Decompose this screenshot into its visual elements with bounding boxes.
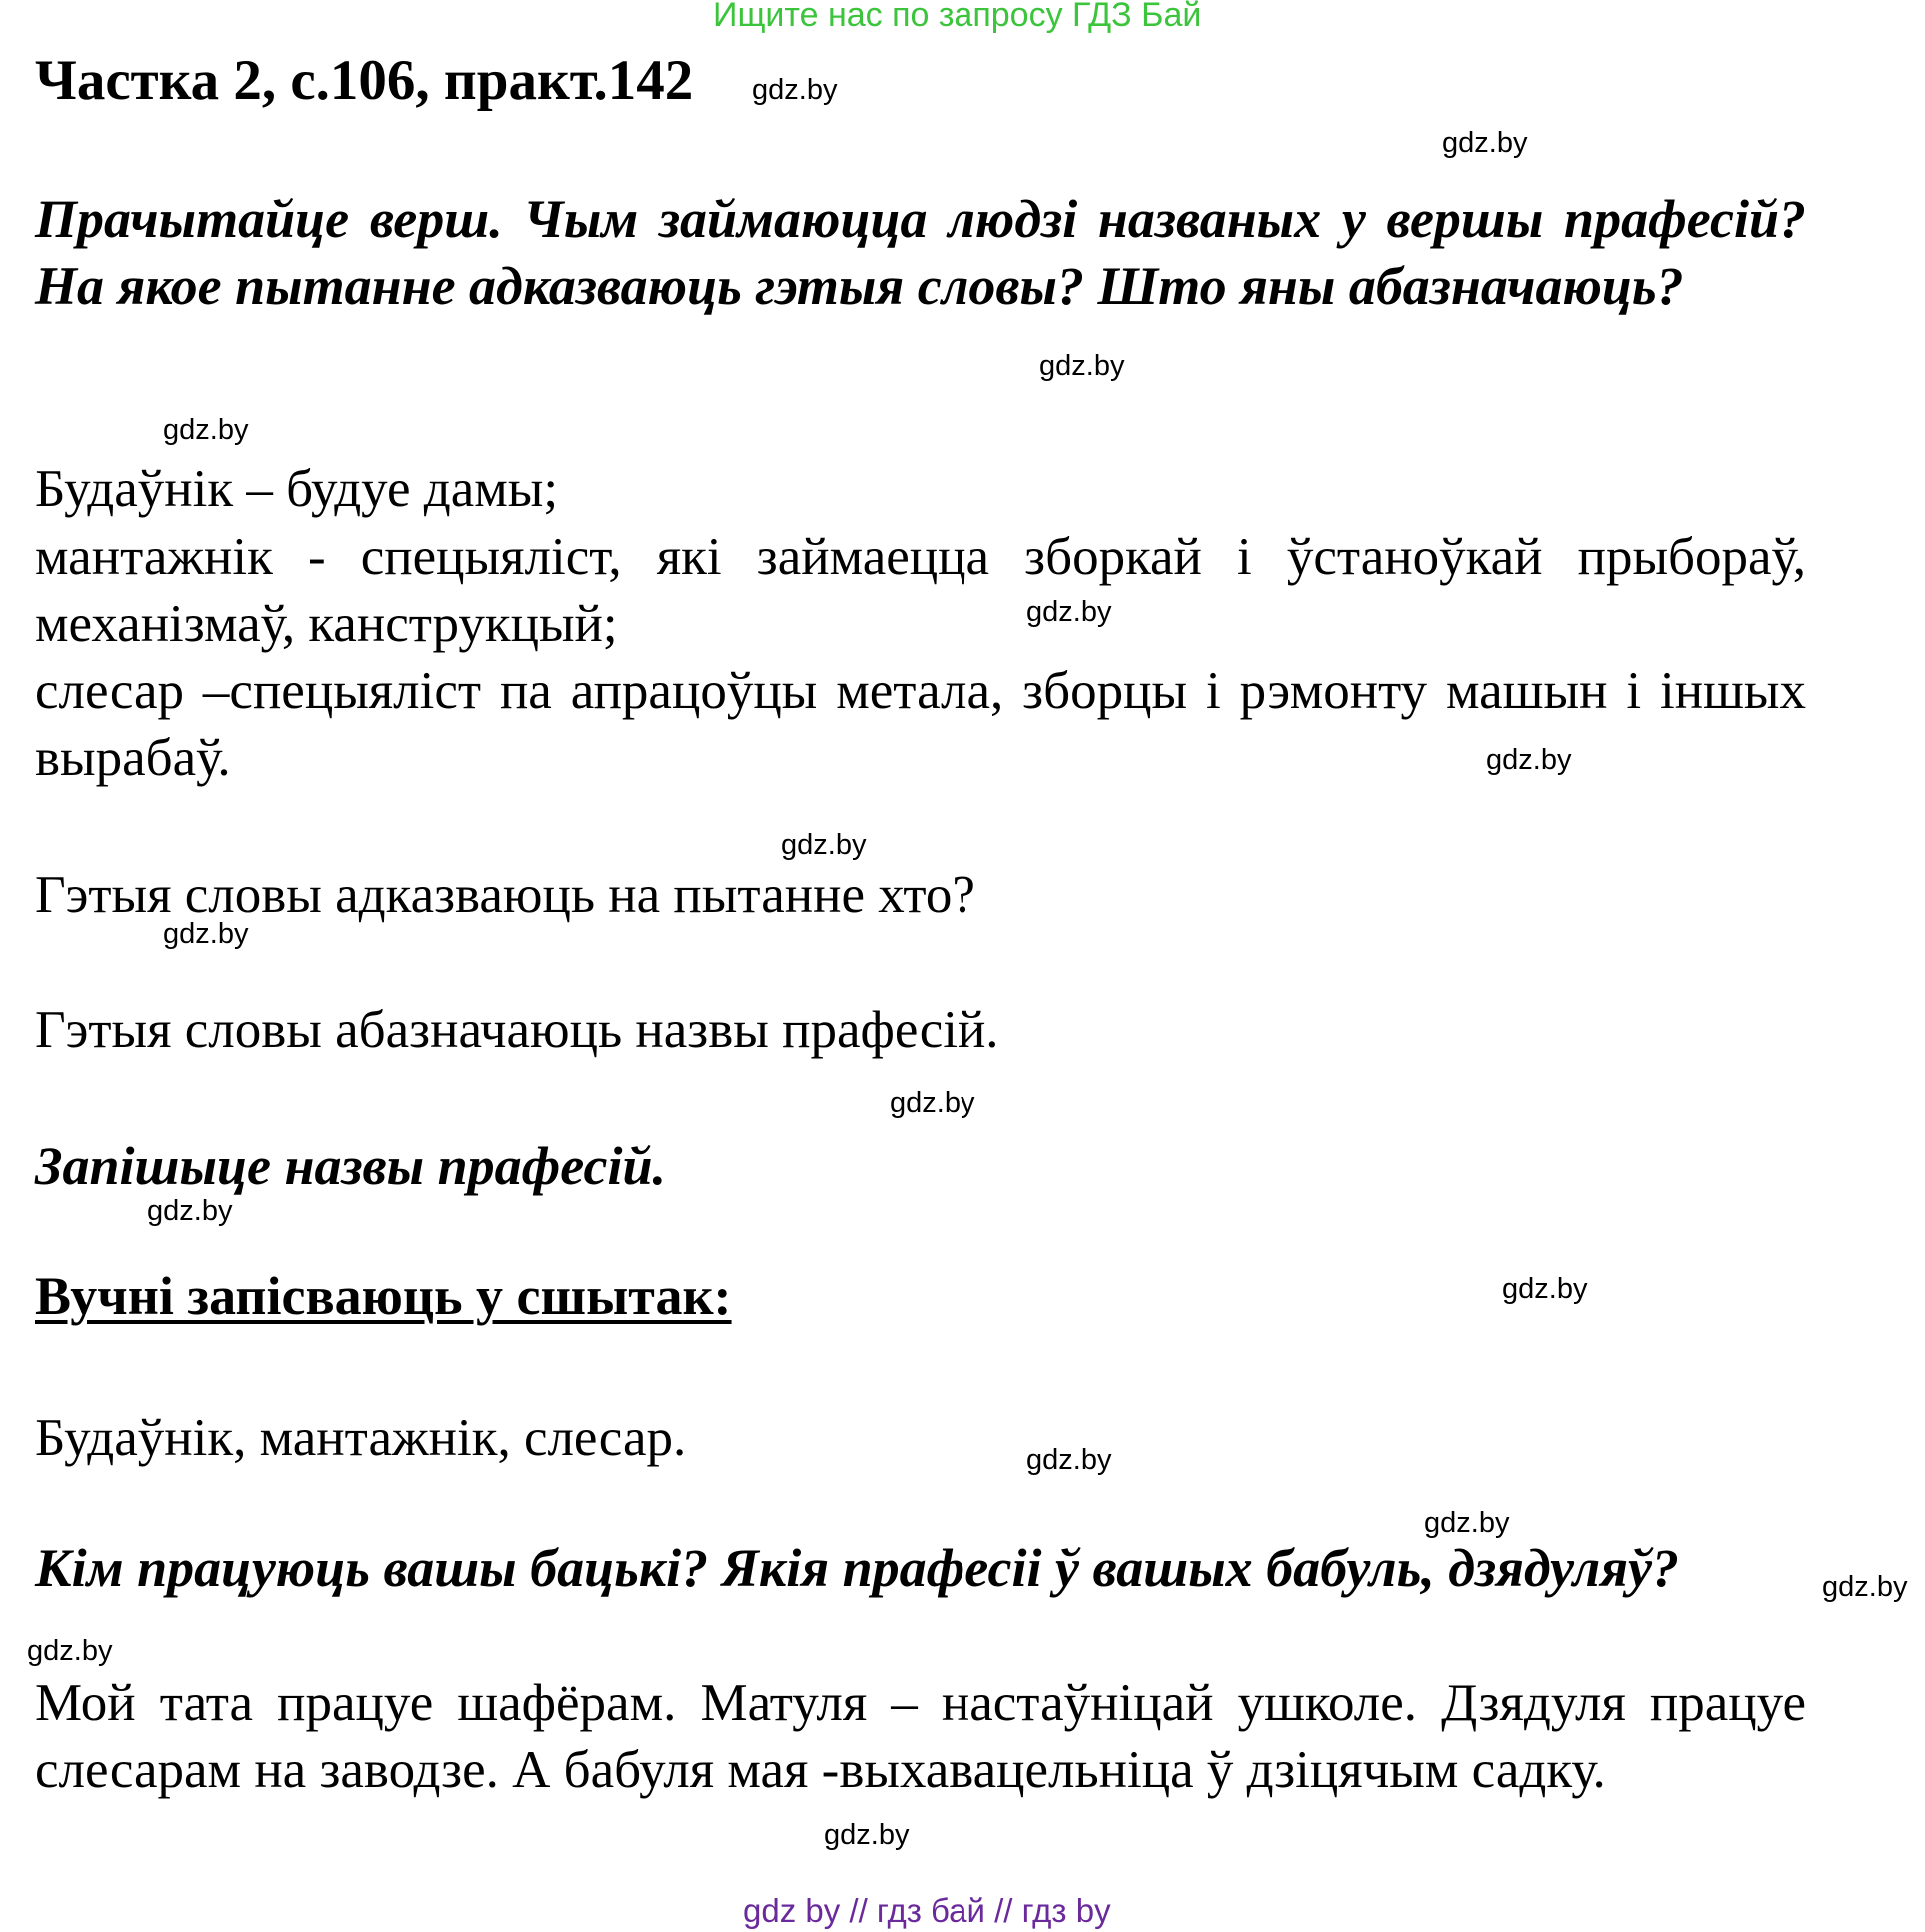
watermark: gdz.by <box>1026 1444 1112 1476</box>
notebook-heading: Вучні запісваюць у сшытак: <box>35 1266 732 1326</box>
answer-paragraph: Мой тата працуе шафёрам. Матуля – настаўніцай ушколе. Дзядуля працуе слесарам на заводзе. А бабуля мая -выхавацельніца ў дзіцячым садку. <box>35 1674 1806 1799</box>
page-title: Частка 2, с.106, практ.142 <box>35 49 694 112</box>
watermark: gdz.by <box>752 74 838 106</box>
watermark: gdz.by <box>1442 127 1528 159</box>
answer-line: Гэтыя словы адказваюць на пытанне хто? <box>35 866 975 924</box>
answer-line: слесар –спецыяліст па апрацоўцы метала, зборцы і рэмонту машын і іншых вырабаў. <box>35 662 1806 787</box>
answer-line: Будаўнік, мантажнік, слесар. <box>35 1409 687 1467</box>
watermark: gdz.by <box>1039 350 1125 382</box>
search-banner: Ищите нас по запросу ГДЗ Бай <box>713 0 1202 34</box>
answer-line: мантажнік - спецыяліст, які займаецца зборкай і ўстаноўкай прыбораў, механізмаў, канструкцый; <box>35 528 1806 653</box>
watermark: gdz.by <box>27 1635 113 1667</box>
watermark: gdz.by <box>890 1087 975 1119</box>
answer-line: Гэтыя словы абазначаюць назвы прафесій. <box>35 1001 999 1059</box>
watermark: gdz.by <box>163 918 249 950</box>
answer-line: Будаўнік – будуе дамы; <box>35 460 559 518</box>
task-question-2: Запішыце назвы прафесій. <box>35 1136 667 1196</box>
watermark: gdz.by <box>163 414 249 446</box>
footer-links: gdz by // гдз бай // гдз by <box>743 1892 1111 1929</box>
task-question-3: Кім працуюць вашы бацькі? Якія прафесіі ў вашых бабуль, дзядуляў? <box>35 1538 1680 1598</box>
watermark: gdz.by <box>1486 744 1572 776</box>
watermark: gdz.by <box>781 829 867 861</box>
watermark: gdz.by <box>1424 1507 1510 1539</box>
watermark: gdz.by <box>1026 596 1112 628</box>
watermark: gdz.by <box>1822 1571 1908 1603</box>
task-question-1: Прачытайце верш. Чым займаюцца людзі названых у вершы прафесій? На якое пытанне адказваюць гэтыя словы? Што яны абазначаюць? <box>35 189 1806 316</box>
watermark: gdz.by <box>1502 1273 1588 1305</box>
watermark: gdz.by <box>147 1195 233 1227</box>
watermark: gdz.by <box>824 1819 910 1851</box>
